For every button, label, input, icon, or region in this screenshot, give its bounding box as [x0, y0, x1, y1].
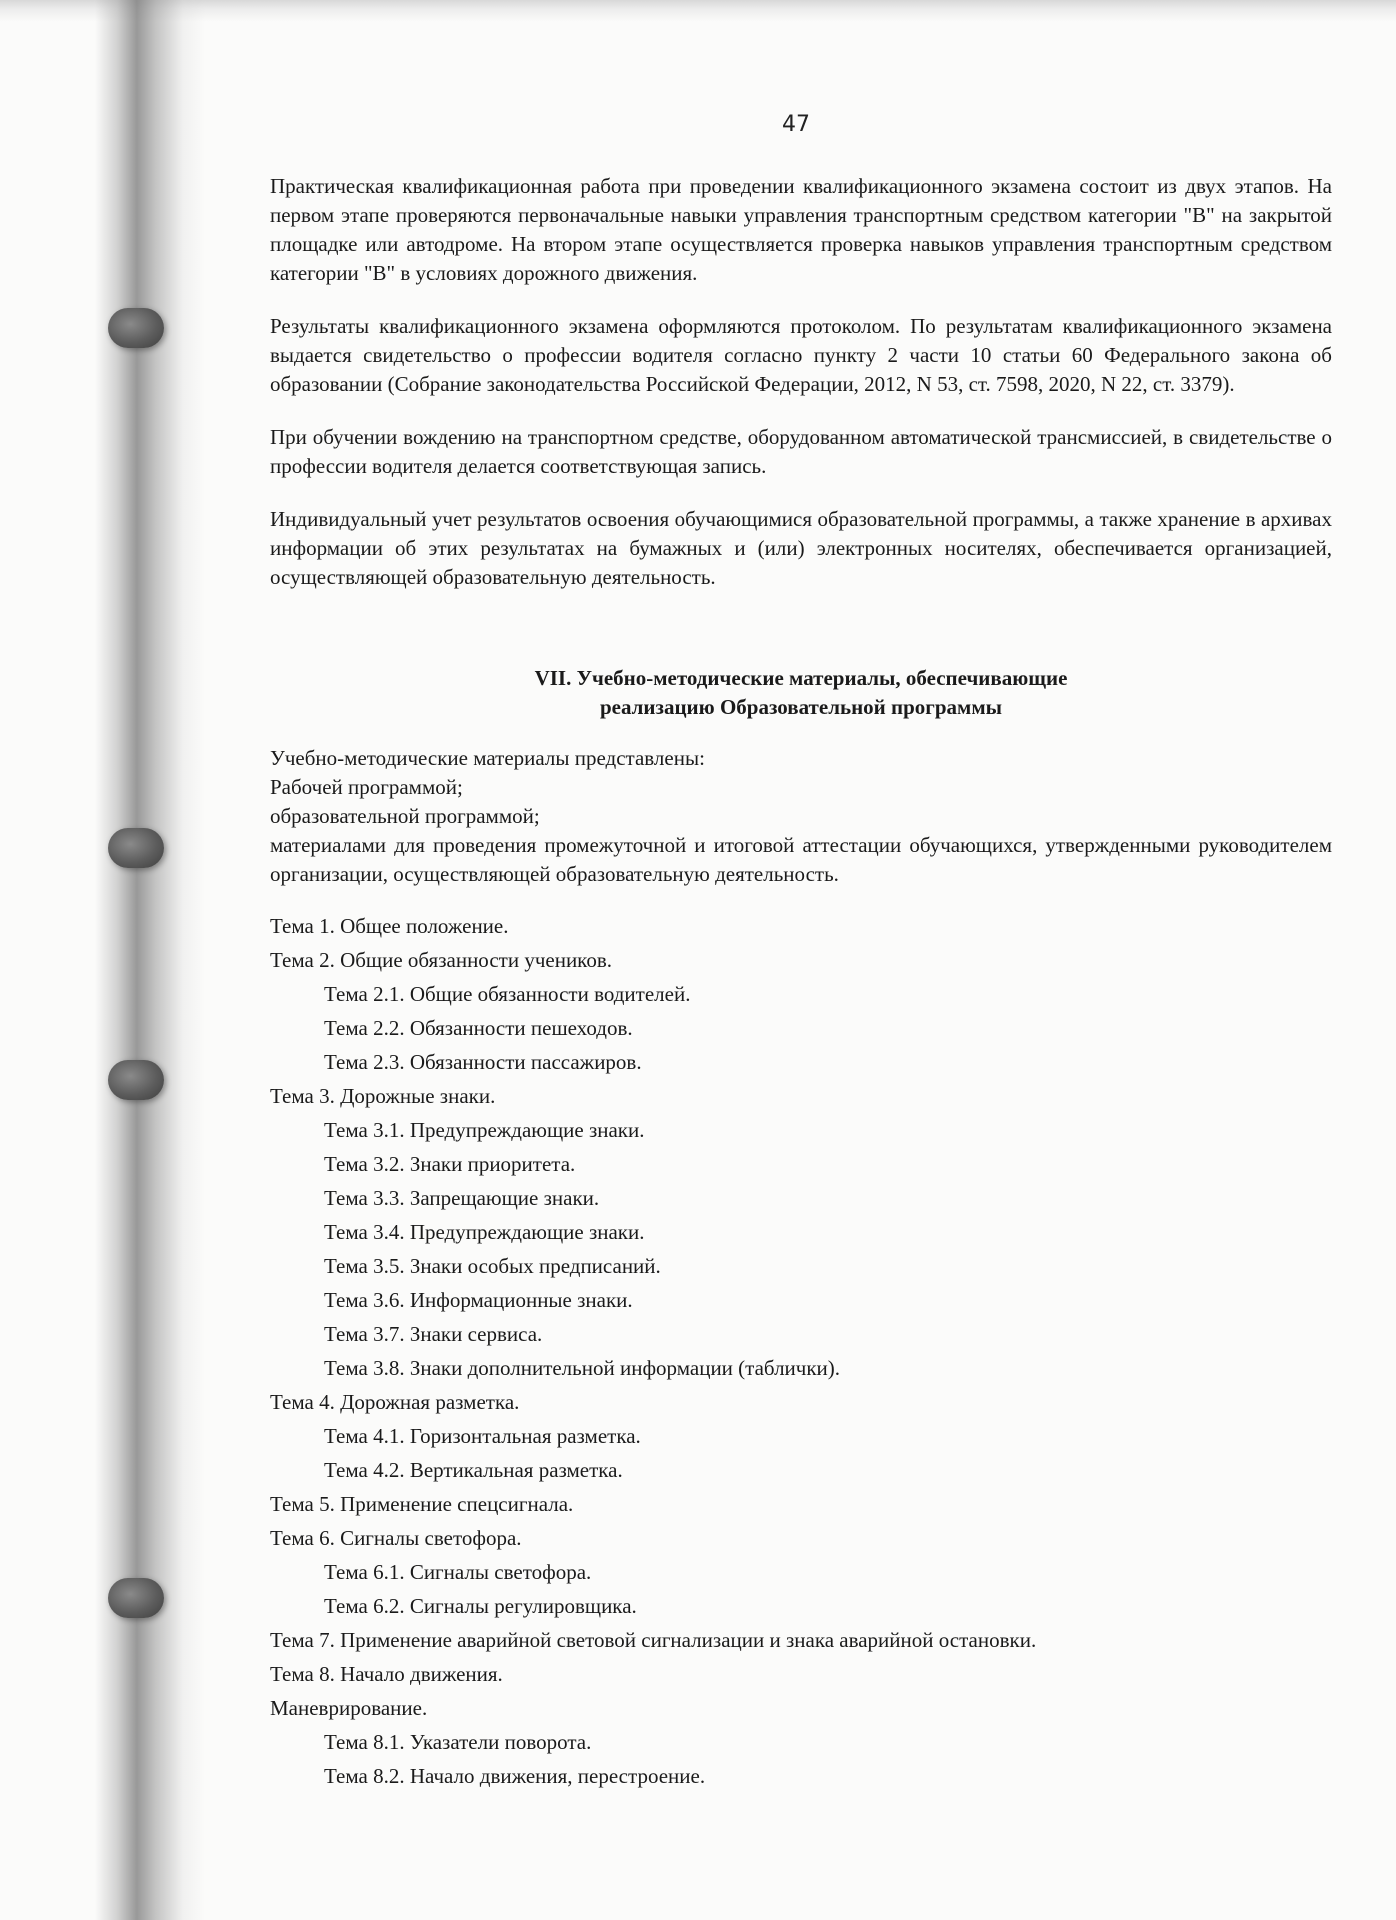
paragraph-practical-exam: Практическая квалификационная работа при проведении квалификационного экзамена состоит из двух этапов. На первом этапе проверяются первоначальные навыки управления транспортным средством категории "B" на закрытой площадке или автодроме. На втором этапе осуществляется проверка навыков управления транспортным средством категории "B" в условиях дорожного движения.	[270, 174, 1332, 285]
subtopic-item: Тема 2.3. Обязанности пассажиров.	[324, 1050, 642, 1074]
binder-ring	[108, 308, 164, 348]
binder-ring	[108, 1060, 164, 1100]
topic-item: Тема 2. Общие обязанности учеников.	[270, 948, 612, 972]
subtopic-item: Тема 2.2. Обязанности пешеходов.	[324, 1016, 633, 1040]
paragraph-exam-results: Результаты квалификационного экзамена оформляются протоколом. По результатам квалификационного экзамена выдается свидетельство о профессии водителя согласно пункту 2 части 10 статьи 60 Федерального закона об образовании (Собрание законодательства Российской Федерации, 2012, N 53, ст. 7598, 2020, N 22, ст. 3379).	[270, 314, 1332, 396]
binder-ring	[108, 1578, 164, 1618]
subtopic-item: Тема 3.1. Предупреждающие знаки.	[324, 1118, 645, 1142]
topic-item: Тема 1. Общее положение.	[270, 914, 509, 938]
topic-item: Тема 4. Дорожная разметка.	[270, 1390, 520, 1414]
subtopic-item: Тема 3.4. Предупреждающие знаки.	[324, 1220, 645, 1244]
binder-ring	[108, 828, 164, 868]
subtopic-item: Тема 3.7. Знаки сервиса.	[324, 1322, 543, 1346]
subtopic-item: Тема 4.2. Вертикальная разметка.	[324, 1458, 623, 1482]
document-body	[270, 172, 1332, 1793]
materials-item: Рабочей программой;	[270, 775, 463, 799]
section-title-line: VII. Учебно-методические материалы, обеспечивающие	[534, 666, 1068, 690]
subtopic-item: Тема 8.2. Начало движения, перестроение.	[324, 1764, 706, 1788]
subtopic-item: Тема 2.1. Общие обязанности водителей.	[324, 982, 691, 1006]
subtopic-item: Тема 8.1. Указатели поворота.	[324, 1730, 592, 1754]
materials-item: образовательной программой;	[270, 804, 540, 828]
topic-item: Маневрирование.	[270, 1696, 428, 1720]
paragraph-automatic-transmission: При обучении вождению на транспортном средстве, оборудованном автоматической трансмиссией, в свидетельстве о профессии водителя делается соответствующая запись.	[270, 425, 1332, 478]
subtopic-item: Тема 6.1. Сигналы светофора.	[324, 1560, 592, 1584]
topic-item: Тема 8. Начало движения.	[270, 1662, 503, 1686]
page-number: 47	[782, 112, 810, 137]
materials-item: материалами для проведения промежуточной и итоговой аттестации обучающихся, утвержденными руководителем организации, осуществляющей образовательную деятельность.	[270, 833, 1332, 886]
binding-shadow	[95, 0, 205, 1920]
subtopic-item: Тема 4.1. Горизонтальная разметка.	[324, 1424, 641, 1448]
materials-list	[270, 744, 1332, 889]
paragraph-individual-records: Индивидуальный учет результатов освоения обучающимися образовательной программы, а также хранение в архивах информации об этих результатах на бумажных и (или) электронных носителях, обеспечивается организацией, осуществляющей образовательную деятельность.	[270, 507, 1332, 589]
topic-item: Тема 3. Дорожные знаки.	[270, 1084, 496, 1108]
materials-intro: Учебно-методические материалы представлены:	[270, 746, 705, 770]
subtopic-item: Тема 3.5. Знаки особых предписаний.	[324, 1254, 661, 1278]
topic-item: Тема 5. Применение спецсигнала.	[270, 1492, 574, 1516]
topic-item: Тема 6. Сигналы светофора.	[270, 1526, 522, 1550]
section-title-line: реализацию Образовательной программы	[599, 695, 1003, 719]
subtopic-item: Тема 3.8. Знаки дополнительной информации (таблички).	[324, 1356, 841, 1380]
subtopic-item: Тема 6.2. Сигналы регулировщика.	[324, 1594, 637, 1618]
subtopic-item: Тема 3.6. Информационные знаки.	[324, 1288, 633, 1312]
topics-list	[270, 909, 1332, 1793]
page-top-edge	[0, 0, 1396, 22]
section-title	[270, 664, 1332, 722]
subtopic-item: Тема 3.3. Запрещающие знаки.	[324, 1186, 600, 1210]
topic-item: Тема 7. Применение аварийной световой сигнализации и знака аварийной остановки.	[270, 1628, 1037, 1652]
subtopic-item: Тема 3.2. Знаки приоритета.	[324, 1152, 576, 1176]
